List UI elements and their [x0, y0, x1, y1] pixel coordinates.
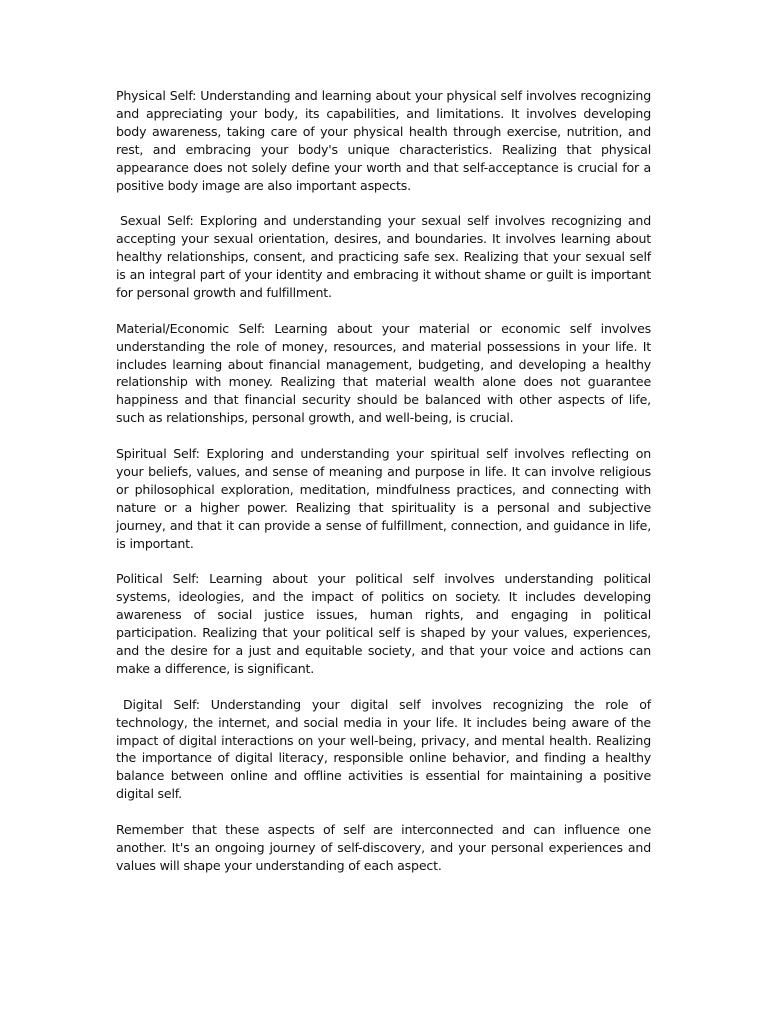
paragraph-physical-self: Physical Self: Understanding and learning about your physical self involves recognizing and appreciating your body, its capabilities, and limitations. It involves developing body awareness, taking care of your physical health through exercise, nutrition, and rest, and embracing your body's unique characteristics. Realizing that physical appearance does not solely define your worth and that self-acceptance is crucial for a positive body image are also important aspects. [116, 88, 651, 193]
paragraph-conclusion: Remember that these aspects of self are interconnected and can influence one another. It's an ongoing journey of self-discovery, and your personal experiences and values will shape your understanding of each aspect. [116, 822, 651, 873]
paragraph-sexual-self: Sexual Self: Exploring and understanding your sexual self involves recognizing and accepting your sexual orientation, desires, and boundaries. It involves learning about healthy relationships, consent, and practicing safe sex. Realizing that your sexual self is an integral part of your identity and embracing it without shame or guilt is important for personal growth and fulfillment. [116, 213, 651, 300]
paragraph-digital-self: Digital Self: Understanding your digital self involves recognizing the role of technology, the internet, and social media in your life. It includes being aware of the impact of digital interactions on your well-being, privacy, and mental health. Realizing the importance of digital literacy, responsible online behavior, and finding a healthy balance between online and offline activities is essential for maintaining a positive digital self. [116, 696, 651, 802]
document-body [116, 87, 651, 893]
paragraph-political-self: Political Self: Learning about your political self involves understanding political systems, ideologies, and the impact of politics on society. It includes developing awareness of social justice issues, human rights, and engaging in political participation. Realizing that your political self is shaped by your values, experiences, and the desire for a just and equitable society, and that your voice and actions can make a difference, is significant. [116, 571, 651, 676]
paragraph-spiritual-self: Spiritual Self: Exploring and understanding your spiritual self involves reflecting on your beliefs, values, and sense of meaning and purpose in life. It can involve religious or philosophical exploration, meditation, mindfulness practices, and connecting with nature or a higher power. Realizing that spirituality is a personal and subjective journey, and that it can provide a sense of fulfillment, connection, and guidance in life, is important. [116, 446, 651, 551]
paragraph-material-economic-self: Material/Economic Self: Learning about your material or economic self involves understanding the role of money, resources, and material possessions in your life. It includes learning about financial management, budgeting, and developing a healthy relationship with money. Realizing that material wealth alone does not guarantee happiness and that financial security should be balanced with other aspects of life, such as relationships, personal growth, and well-being, is crucial. [116, 320, 651, 426]
